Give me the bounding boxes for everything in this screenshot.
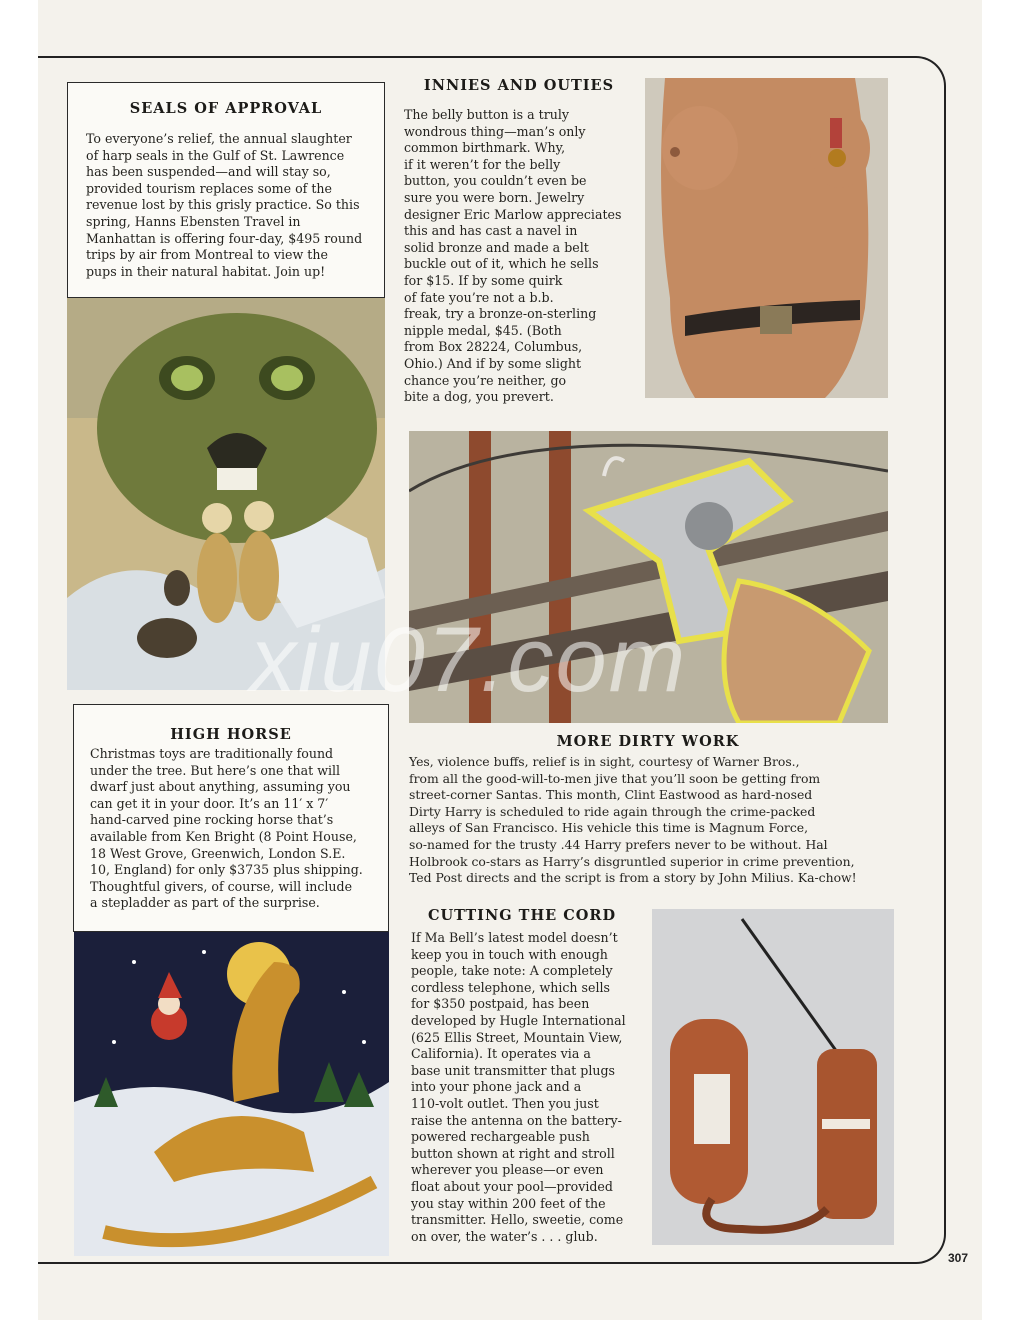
cord-text: If Ma Bell’s latest model doesn’t keep you in touch with enough people, take note: A completely cordless telephone, which sells for $350 postpaid, has been developed by Hugle International (625 Ellis Street, Mountain View, California). It operates via a base unit transmitter that plugs into your phone jack and a 110-volt outlet. Then you just raise the antenna on the battery- powered rechargeable push button shown at right and stroll wherever you please—or even float about your pool—provided you stay within 200 feet of the transmitter. Hello, sweetie, come on over, the water’s . . . glub. (411, 930, 626, 1244)
watermark: xiu07.com (250, 609, 688, 711)
horse-text: Christmas toys are traditionally found under the tree. But here’s one that will dwarf just about anything, assuming you can get it in your door. It’s an 11′ x 7′ hand-carved pine rocking horse that’s available from Ken Bright (8 Point House, 18 West Grove, Greenwich, London S.E. 10, England) for only $3735 plus shipping. Thoughtful givers, of course, will include a stepladder as part of the surprise. (90, 746, 363, 911)
seals-heading: SEALS OF APPROVAL (129, 100, 323, 117)
cord-heading: CUTTING THE CORD (427, 907, 617, 924)
dirty-text: Yes, violence buffs, relief is in sight, courtesy of Warner Bros., from all the good-will-to-men jive that you’ll soon be getting from street-corner Santas. This month, Clint Eastwood as hard-nosed Dirty Harry is scheduled to ride again through the crime-packed alleys of San Francisco. His vehicle this time is Magnum Force, so-named for the trusty .44 Harry prefers never to be without. Hal Holbrook co-stars as Harry’s disgruntled superior in crime prevention, Ted Post directs and the script is from a story by John Milius. Ka-chow! (409, 754, 857, 886)
dirty-heading: MORE DIRTY WORK (556, 733, 740, 750)
belly-photo (645, 78, 888, 398)
seals-text: To everyone’s relief, the annual slaughter of harp seals in the Gulf of St. Lawrence has been suspended—and will stay so, provided tourism replaces some of the revenue lost by this grisly practice. So this spring, Hanns Ebensten Travel in Manhattan is offering four-day, $495 round trips by air from Montreal to view the pups in their natural habitat. Join up! (86, 131, 363, 279)
innies-text: The belly button is a truly wondrous thing—man’s only common birthmark. Why, if it weren’t for the belly button, you couldn’t even be sure you were born. Jewelry designer Eric Marlow appreciates this and has cast a navel in solid bronze and made a belt buckle out of it, which he sells for $15. If by some quirk of fate you’re not a b.b. freak, try a bronze-on-sterling nipple medal, $45. (Both from Box 28224, Columbus, Ohio.) And if by some slight chance you’re neither, go bite a dog, you prevert. (404, 107, 622, 405)
innies-heading: INNIES AND OUTIES (423, 77, 615, 94)
rocking-horse-illustration (74, 932, 389, 1256)
telephone-photo (652, 909, 894, 1245)
horse-heading: HIGH HORSE (170, 726, 292, 743)
page-number: 307 (948, 1251, 969, 1265)
